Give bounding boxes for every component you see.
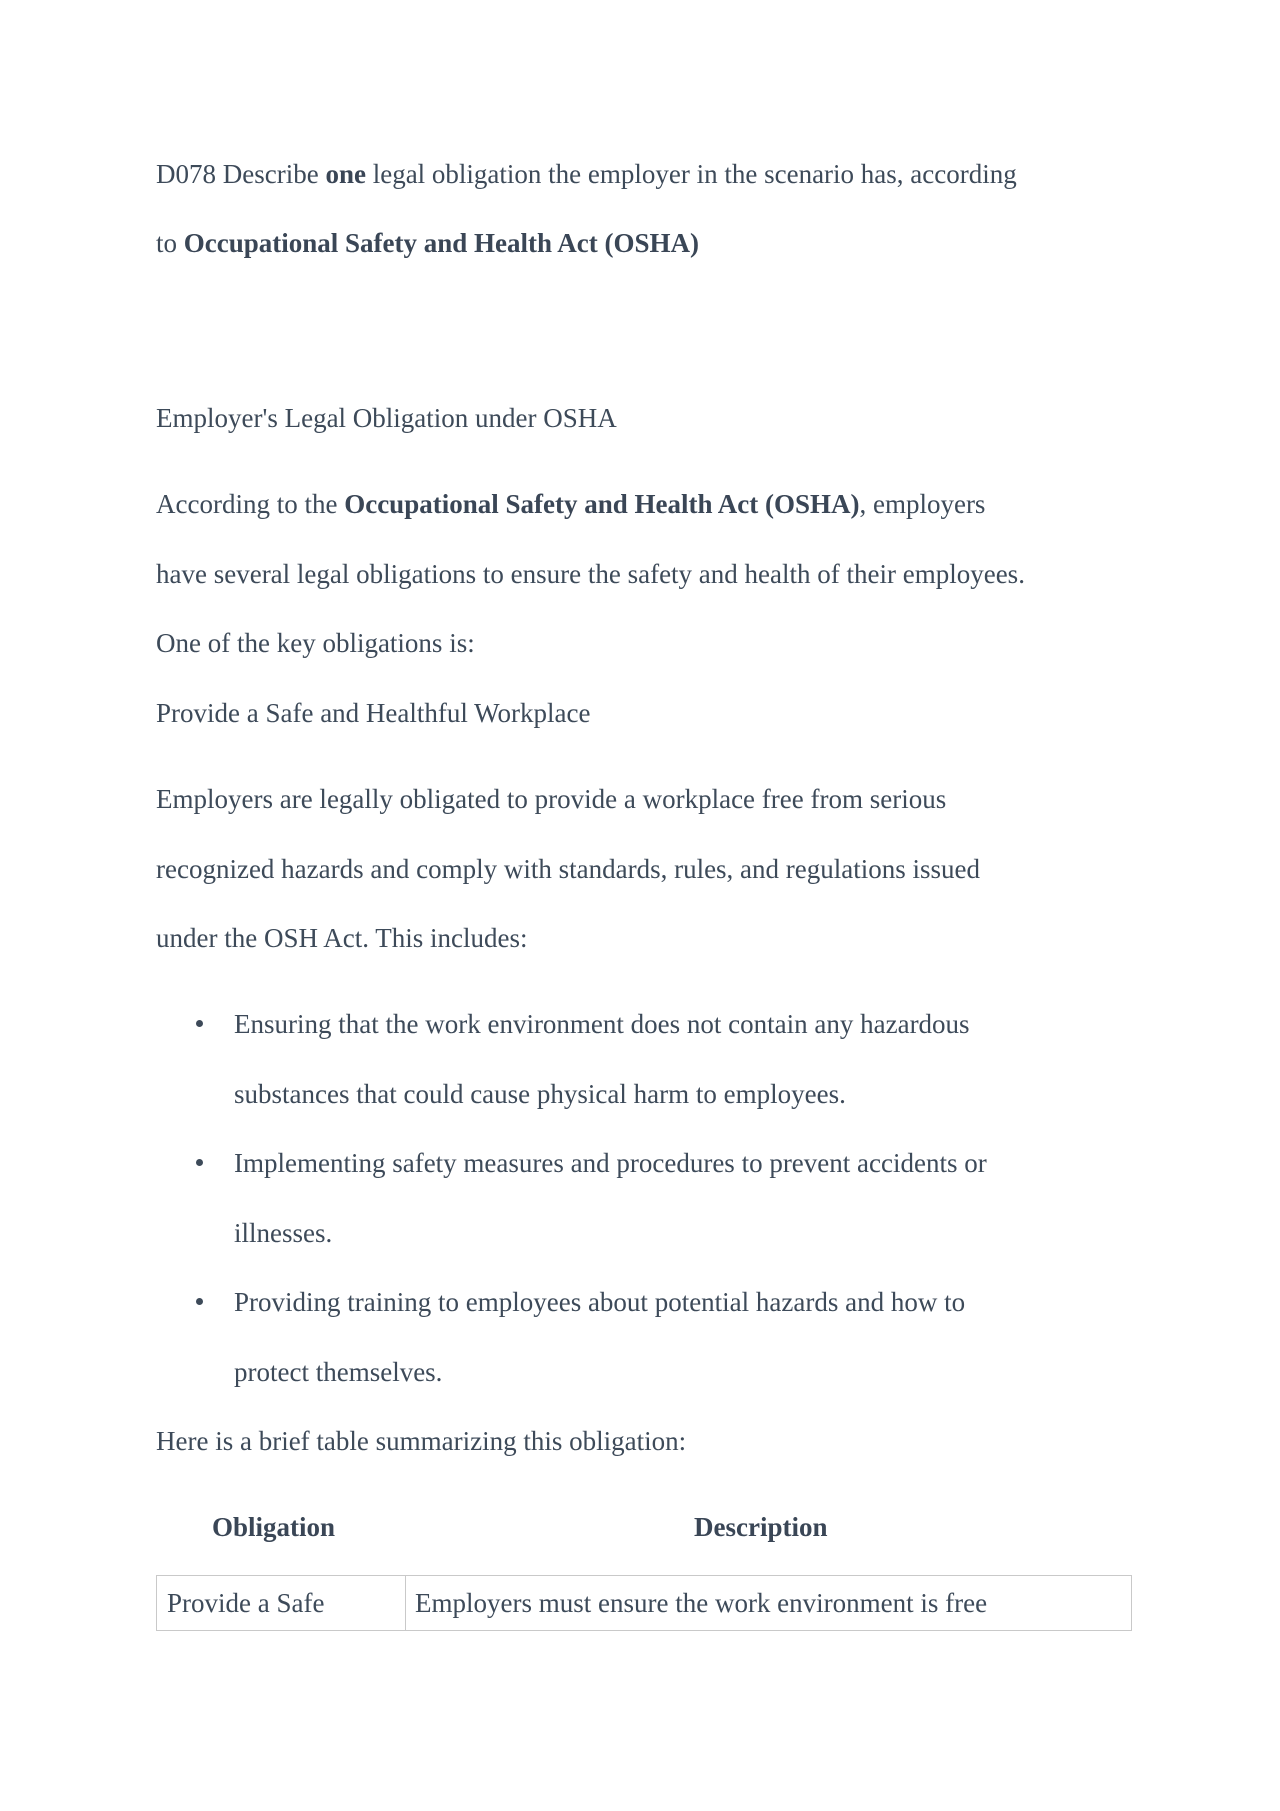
- question-line-1-post: legal obligation the employer in the scenario has, according: [365, 159, 1017, 189]
- bullet-icon: [196, 1020, 203, 1027]
- table-cell-obligation: Provide a Safe: [167, 1588, 325, 1618]
- obligation-subheading-text: Provide a Safe and Healthful Workplace: [156, 698, 591, 728]
- list-item-line-2: illnesses.: [234, 1218, 333, 1248]
- question-line-1-pre: D078 Describe: [156, 159, 326, 189]
- intro-line-2: have several legal obligations to ensure the safety and health of their employees.: [156, 559, 1025, 589]
- list-item-line-1: Providing training to employees about potential hazards and how to: [234, 1287, 966, 1317]
- table-cell-description: Employers must ensure the work environment is free: [415, 1588, 988, 1618]
- section-heading-text: Employer's Legal Obligation under OSHA: [156, 403, 617, 433]
- list-item-line-1: Implementing safety measures and procedures to prevent accidents or: [234, 1148, 987, 1178]
- question-emphasis: one: [325, 159, 366, 189]
- table-header-description: Description: [694, 1512, 828, 1542]
- intro-line-1-pre: According to the: [156, 489, 345, 519]
- table-header-obligation: Obligation: [212, 1512, 336, 1542]
- list-item-line-2: substances that could cause physical harm to employees.: [234, 1079, 846, 1109]
- table-row: [156, 1575, 1132, 1631]
- body-line-1: Employers are legally obligated to provide a workplace free from serious: [156, 784, 947, 814]
- intro-line-3: One of the key obligations is:: [156, 628, 475, 658]
- bullet-icon: [196, 1298, 203, 1305]
- table-intro-text: Here is a brief table summarizing this obligation:: [156, 1426, 687, 1456]
- intro-line-1-post: , employers: [859, 489, 986, 519]
- list-item-line-2: protect themselves.: [234, 1357, 443, 1387]
- bullet-icon: [196, 1159, 203, 1166]
- question-act-name: Occupational Safety and Health Act (OSHA): [183, 228, 700, 258]
- intro-line-1: [156, 488, 985, 520]
- table-column-divider: [405, 1576, 406, 1630]
- body-line-3: under the OSH Act. This includes:: [156, 923, 528, 953]
- question-line-2-pre: to: [156, 228, 184, 258]
- intro-act-name: Occupational Safety and Health Act (OSHA): [344, 489, 860, 519]
- question-line-1: [156, 158, 1017, 190]
- list-item-line-1: Ensuring that the work environment does not contain any hazardous: [234, 1009, 970, 1039]
- body-line-2: recognized hazards and comply with standards, rules, and regulations issued: [156, 854, 981, 884]
- question-line-2: [156, 227, 699, 259]
